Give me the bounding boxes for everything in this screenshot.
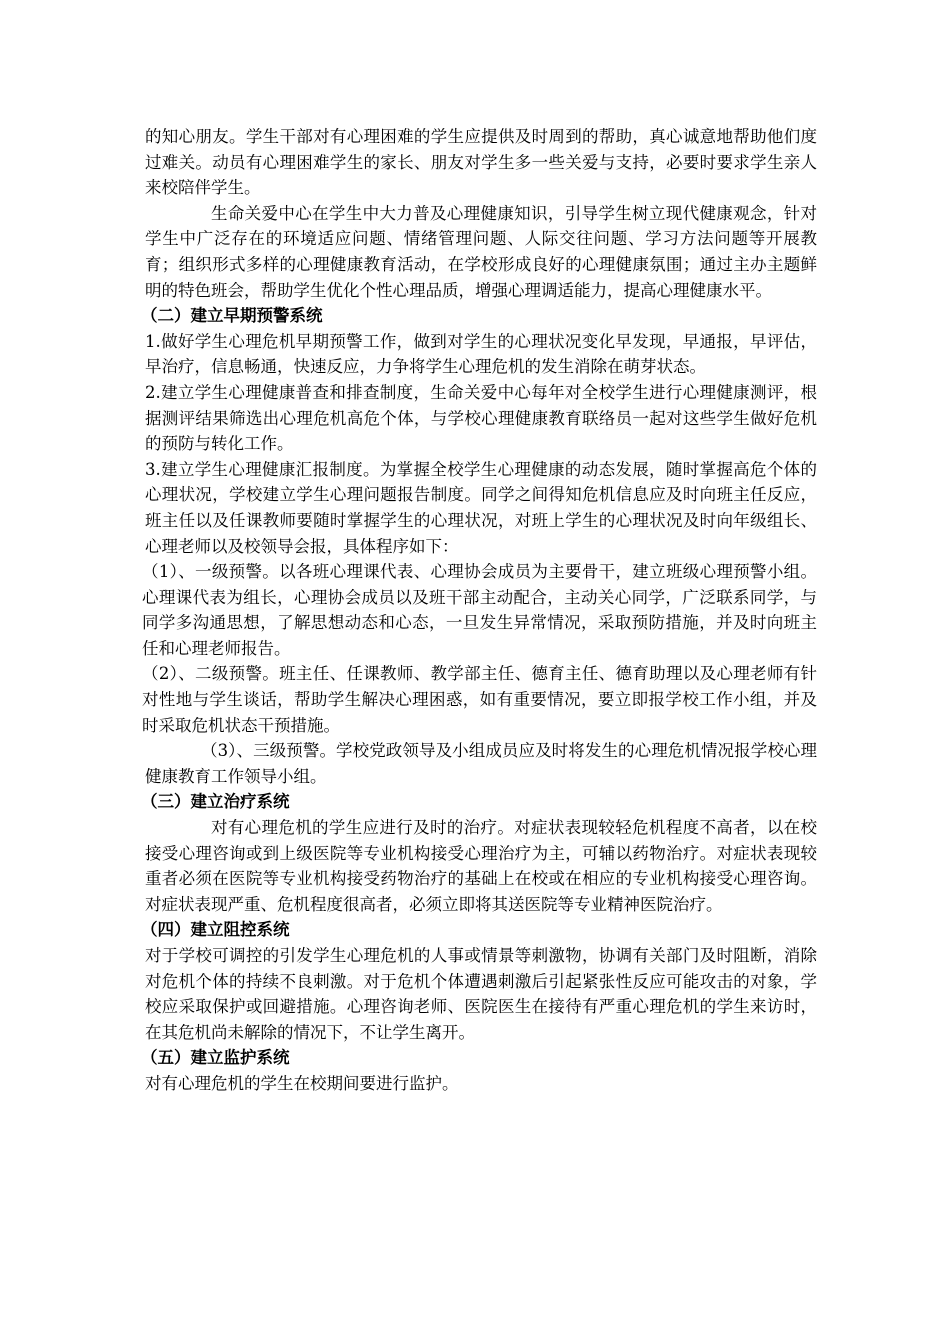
paragraph-level-2-warning: （2）、二级预警。班主任、任课教师、教学部主任、德育主任、德育助理以及心理老师有针对性地与学生谈话，帮助学生解决心理困惑，如有重要情况，要立即报学校工作小组，并及时采取危机状态干预措施。	[142, 664, 817, 735]
paragraph-control: 对于学校可调控的引发学生心理危机的人事或情景等刺激物，协调有关部门及时阻断，消除对危机个体的持续不良刺激。对于危机个体遭遇刺激后引起紧张性反应可能攻击的对象，学校应采取保护或回避措施。心理咨询老师、医院医生在接待有严重心理危机的学生来访时，在其危机尚未解除的情况下，不让学生离开。	[145, 946, 817, 1042]
paragraph-item-2: 2.建立学生心理健康普查和排查制度，生命关爱中心每年对全校学生进行心理健康测评，根据测评结果筛选出心理危机高危个体，与学校心理健康教育联络员一起对这些学生做好危机的预防与转化工作。	[145, 382, 817, 454]
section-heading-treatment: （三）建立治疗系统	[141, 792, 290, 812]
section-heading-early-warning: （二）建立早期预警系统	[141, 306, 323, 326]
paragraph-item-3: 3.建立学生心理健康汇报制度。为掌握全校学生心理健康的动态发展，随时掌握高危个体的心理状况，学校建立学生心理问题报告制度。同学之间得知危机信息应及时向班主任反应，班主任以及任课教师要随时掌握学生的心理状况，对班上学生的心理状况及时向年级组长、心理老师以及校领导会报，具体程序如下：	[145, 459, 817, 556]
paragraph-monitoring: 对有心理危机的学生在校期间要进行监护。	[145, 1073, 459, 1093]
document-page	[141, 124, 817, 1097]
section-heading-monitoring: （五）建立监护系统	[141, 1048, 290, 1068]
paragraph-treatment: 对有心理危机的学生应进行及时的治疗。对症状表现较轻危机程度不高者，以在校接受心理咨询或到上级医院等专业机构接受心理治疗为主，可辅以药物治疗。对症状表现较重者必须在医院等专业机构接受药物治疗的基础上在校或在相应的专业机构接受心理咨询。对症状表现严重、危机程度很高者，必须立即将其送医院等专业精神医院治疗。	[145, 818, 817, 914]
paragraph-item-1: 1.做好学生心理危机早期预警工作，做到对学生的心理状况变化早发现，早通报，早评估，早治疗，信息畅通，快速反应，力争将学生心理危机的发生消除在萌芽状态。	[145, 331, 817, 377]
paragraph-level-1-warning: （1）、一级预警。以各班心理课代表、心理协会成员为主要骨干，建立班级心理预警小组。心理课代表为组长，心理协会成员以及班干部主动配合，主动关心同学，广泛联系同学，与同学多沟通思想，了解思想动态和心态，一旦发生异常情况，采取预防措施，并及时向班主任和心理老师报告。	[142, 562, 817, 658]
paragraph-continuation: 的知心朋友。学生干部对有心理困难的学生应提供及时周到的帮助，真心诚意地帮助他们度过难关。动员有心理困难学生的家长、朋友对学生多一些关爱与支持，必要时要求学生亲人来校陪伴学生。	[145, 127, 817, 198]
paragraph-life-care-center: 生命关爱中心在学生中大力普及心理健康知识，引导学生树立现代健康观念，针对学生中广泛存在的环境适应问题、情绪管理问题、人际交往问题、学习方法问题等开展教育；组织形式多样的心理健康教育活动，在学校形成良好的心理健康氛围；通过主办主题鲜明的特色班会，帮助学生优化个性心理品质，增强心理调适能力，提高心理健康水平。	[145, 203, 817, 300]
section-heading-control: （四）建立阻控系统	[141, 920, 290, 940]
paragraph-level-3-warning: （3）、三级预警。学校党政领导及小组成员应及时将发生的心理危机情况报学校心理健康教育工作领导小组。	[145, 741, 817, 786]
